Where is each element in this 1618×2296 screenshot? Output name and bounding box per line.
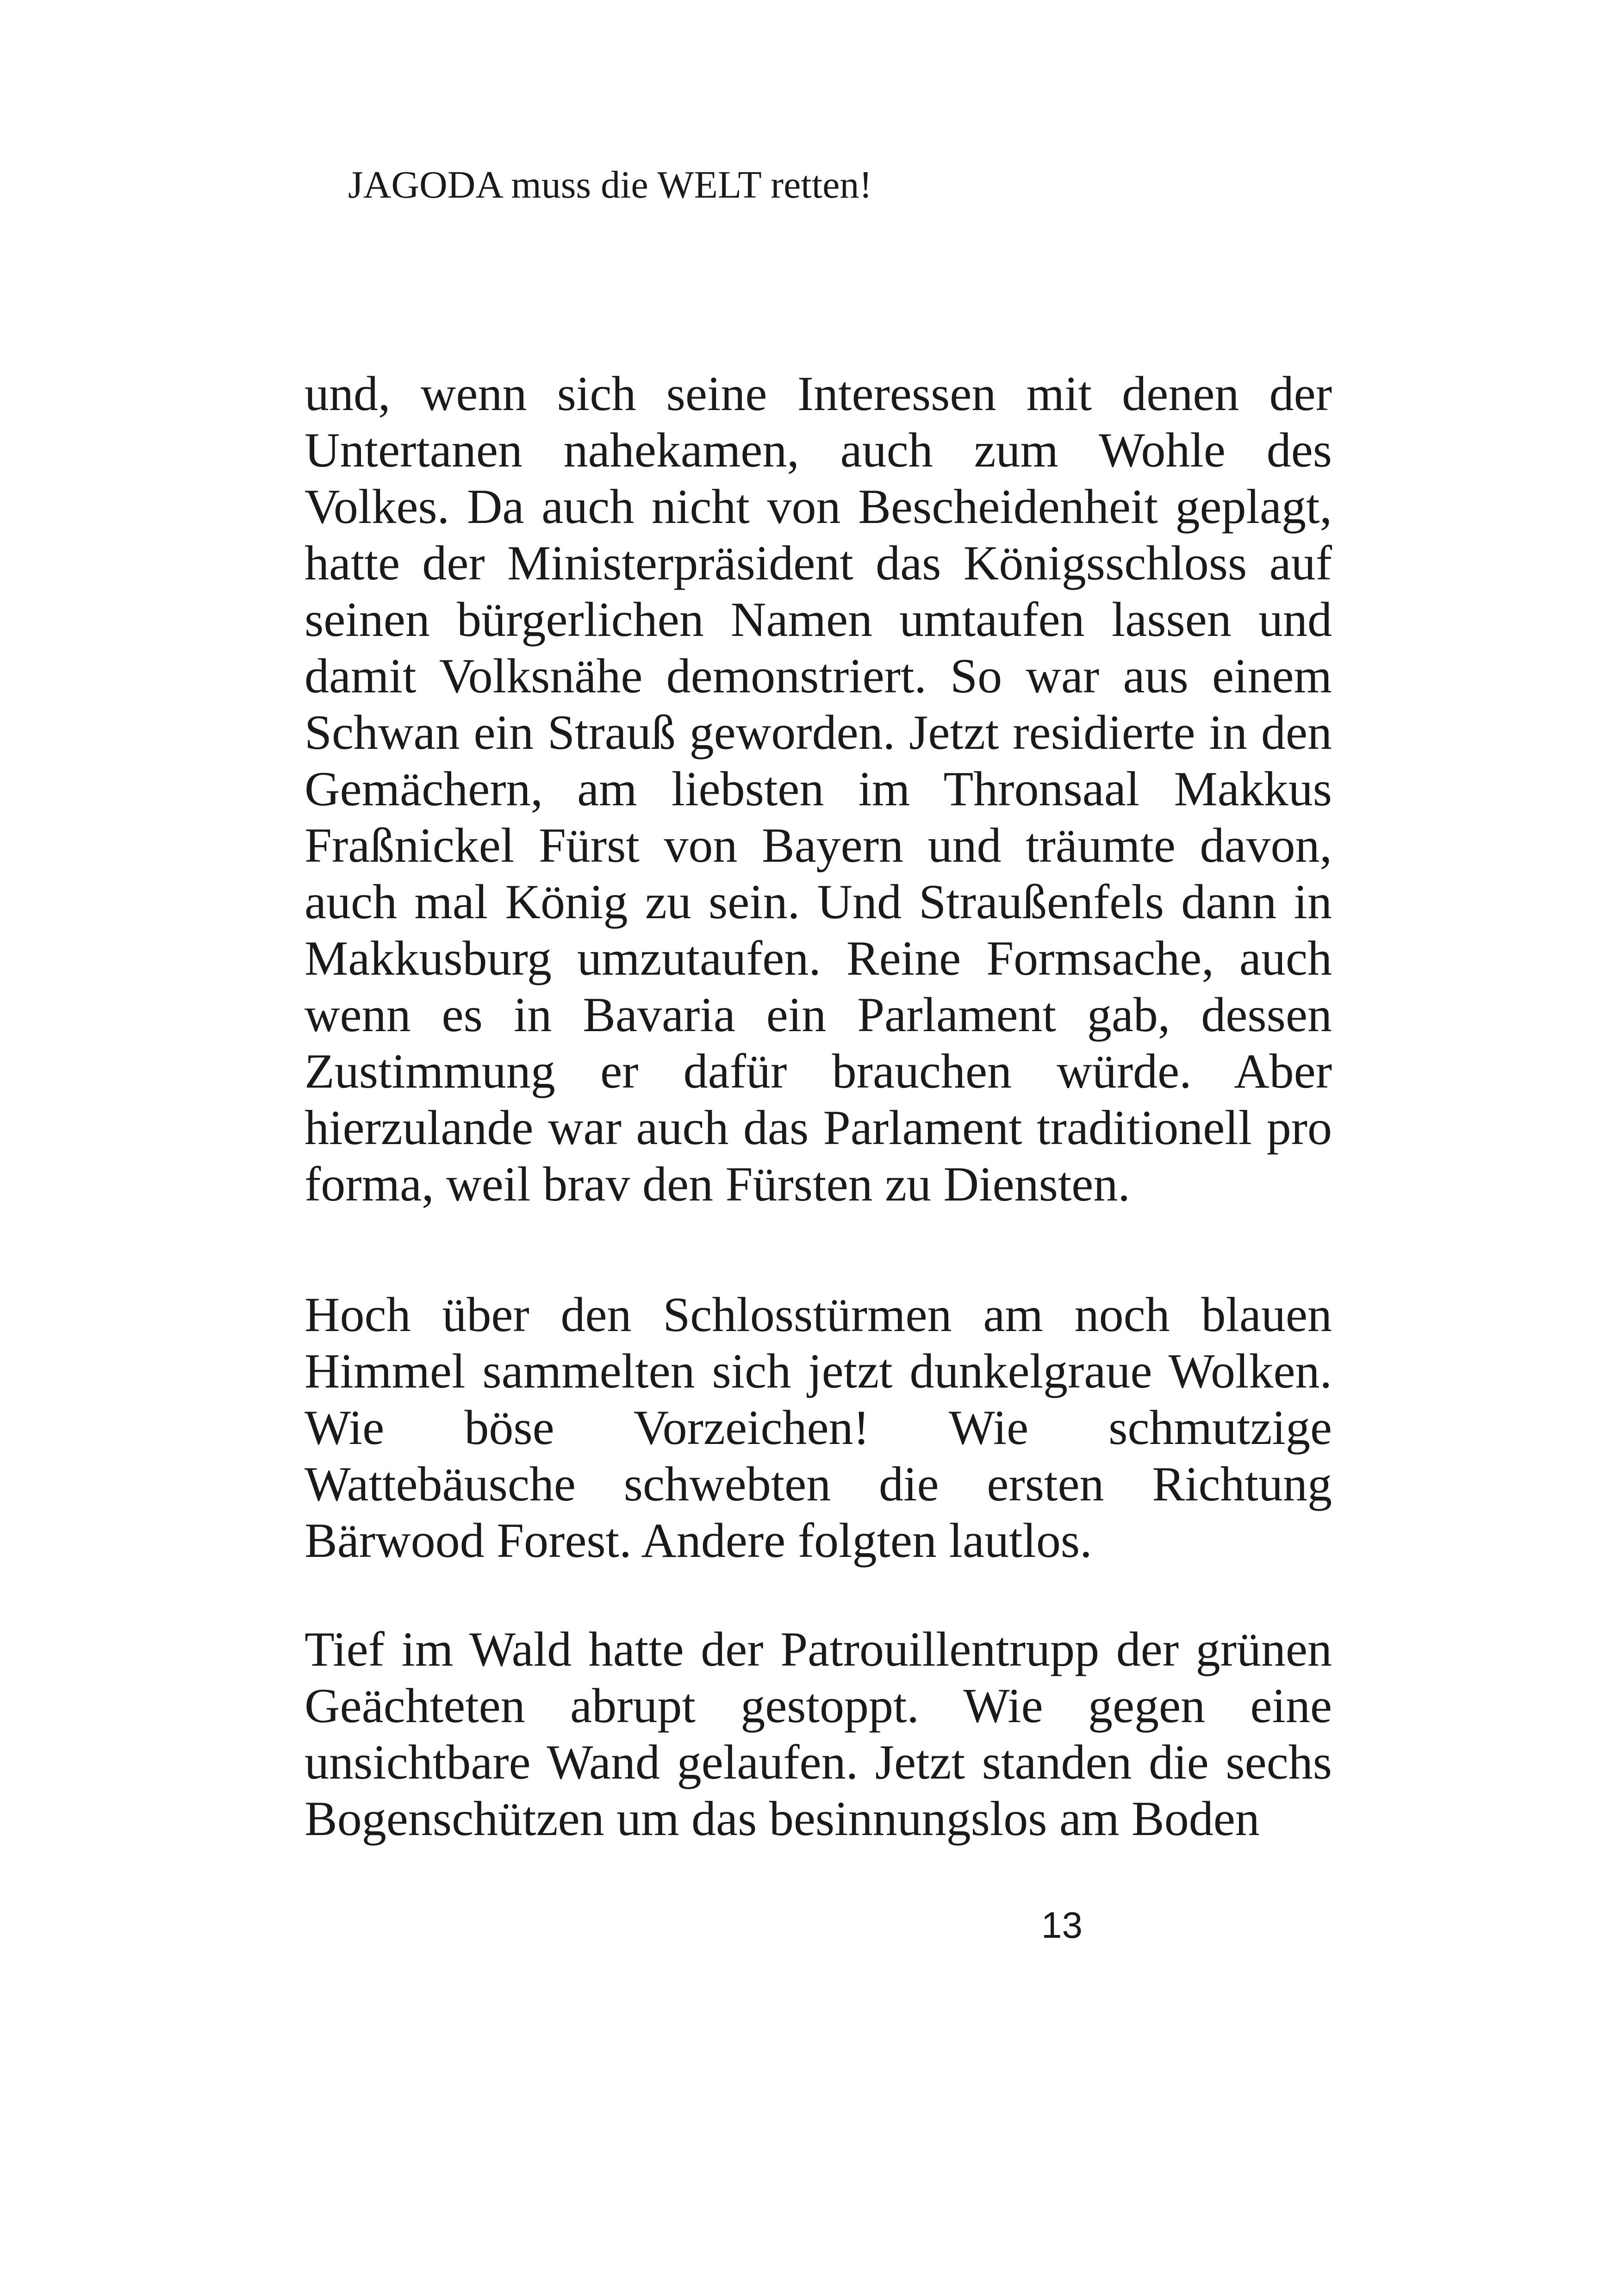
paragraph-1 — [305, 366, 1332, 1213]
page-number: 13 — [1041, 1904, 1083, 1946]
paragraph-text: Tief im Wald hatte der Patrouillentrupp der grünen Geächteten abrupt gestoppt. Wie gegen eine unsichtbare Wand gelaufen. Jetzt standen die sechs Bogenschützen um das besinnungslos am Boden — [305, 1622, 1332, 1846]
paragraph-text: Hoch über den Schlosstürmen am noch blauen Himmel sammelten sich jetzt dunkelgraue Wolken. Wie böse Vorzeichen! Wie schmutzige Wattebäusche schwebten die ersten Richtung Bärwood Forest. Andere folgten lautlos. — [305, 1288, 1332, 1568]
paragraph-text: und, wenn sich seine Interessen mit denen der Untertanen nahekamen, auch zum Wohle des Volkes. Da auch nicht von Bescheidenheit geplagt, hatte der Ministerpräsident das Königsschloss auf seinen bürgerlichen Namen umtaufen lassen und damit Volksnähe demonstriert. So war aus einem Schwan ein Strauß geworden. Jetzt residierte in den Gemächern, am liebsten im Thronsaal Makkus Fraßnickel Fürst von Bayern und träumte davon, auch mal König zu sein. Und Straußenfels dann in Makkusburg umzutaufen. Reine Formsache, auch wenn es in Bavaria ein Parlament gab, dessen Zustimmung er dafür brauchen würde. Aber hierzulande war auch das Parlament traditionell pro forma, weil brav den Fürsten zu Diensten. — [305, 367, 1332, 1211]
running-header: JAGODA muss die WELT retten! — [348, 163, 872, 206]
paragraph-2 — [305, 1287, 1332, 1569]
paragraph-3 — [305, 1621, 1332, 1847]
